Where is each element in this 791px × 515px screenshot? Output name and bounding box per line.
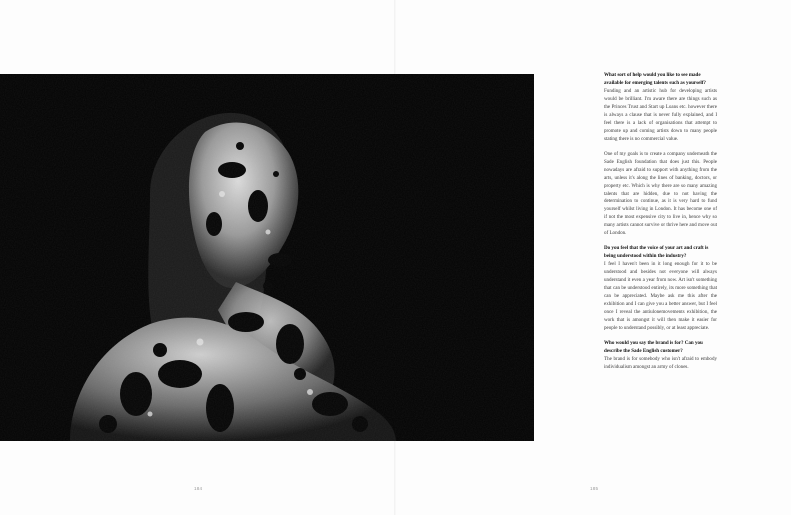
question-heading: Do you feel that the voice of your art and craft is being understood within the industry?	[604, 245, 709, 260]
qa-block-help	[604, 72, 717, 238]
answer-paragraph: I feel I haven't been in it long enough for it to be understood and besides not everyone will always understand it even a year from now. Art isn't something that can be understood entirely, its more something that can be appreciated. Maybe ask me this after the exhibition and I can give you a better answer, but I feel once I reveal the antiulonemovements exhibition, the work that is amongst it will then make it easier for people to understand possibly, or at least appreciate.	[604, 261, 717, 331]
qa-block-brand	[604, 340, 717, 372]
answer-paragraph: One of my goals is to create a company underneath the Sade English foundation that does just this. People nowadays are afraid to support with anything from the arts, unless it's along the lines of banking, doctors, or property etc. Which is why there are so many amazing talents that are hidden, due to not having the determination to continue, as it is very hard to fund yourself whilst living in London. It has become one of if not the most expensive city to live in, hence why so many artists cannot survive or thrive here and move out of London.	[604, 150, 717, 237]
interview-column	[604, 72, 717, 379]
answer-paragraph: Funding and an artistic hub for developing artists would be brilliant. I'm aware there are things such as the Princes Trust and Start up Loans etc. however there is always a clause that is never fully explained, and I feel there is a lack of organisations that attempt to promote up and coming artists down to many people stating there is no commercial value.	[604, 87, 717, 142]
portrait-photograph	[0, 74, 534, 441]
page-number-right: 185	[590, 486, 599, 491]
page-number-left: 184	[194, 486, 203, 491]
answer-paragraph: The brand is for somebody who isn't afraid to embody individualism amongst an army of clones.	[604, 356, 717, 370]
question-heading: Who would you say the brand is for? Can you describe the Sade English customer?	[604, 340, 703, 355]
question-heading: What sort of help would you like to see made available for emerging talents such as yourself?	[604, 72, 706, 86]
qa-block-voice	[604, 245, 717, 332]
